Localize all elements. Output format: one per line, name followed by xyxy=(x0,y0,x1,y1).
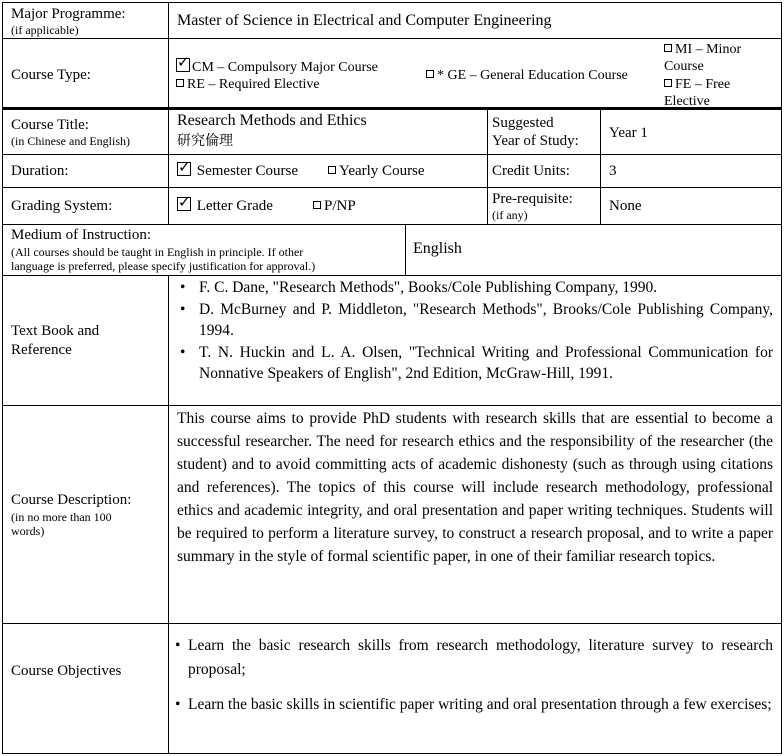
major-programme-sublabel: (if applicable) xyxy=(11,23,79,37)
reference-item: • D. McBurney and P. Middleton, "Research Methods", Brooks/Cole Publishing Company, 1994. xyxy=(180,300,773,339)
major-programme-value: Master of Science in Electrical and Computer Engineering xyxy=(177,12,552,29)
rule xyxy=(2,2,3,754)
course-title-sublabel: (in Chinese and English) xyxy=(11,134,130,148)
rule xyxy=(2,623,782,624)
rule xyxy=(2,405,782,406)
objectives-list xyxy=(172,634,773,717)
suggested-year-label: Suggested xyxy=(492,115,554,131)
reference-item: • T. N. Huckin and L. A. Olsen, "Technical Writing and Professional Communication for Nonnative Speakers of English", 2nd Edition, McGraw-Hill, 1991. xyxy=(180,343,773,382)
description-label: Course Description: xyxy=(11,492,132,508)
course-type-fe xyxy=(664,76,730,93)
medium-note: (All courses should be taught in English in principle. If other xyxy=(11,245,304,259)
reference-item: • F. C. Dane, "Research Methods", Books/Cole Publishing Company, 1990. xyxy=(180,279,658,296)
rule xyxy=(2,2,782,3)
course-type-re xyxy=(176,76,320,93)
objective-item: • Learn the basic skills in scientific paper writing and oral presentation through a few exercises; xyxy=(175,696,772,713)
description-sublabel: (in no more than 100 xyxy=(11,510,112,524)
prerequisite-label: Pre-requisite: xyxy=(492,191,573,207)
course-type-cm xyxy=(176,58,378,76)
semester-checkbox[interactable] xyxy=(177,162,191,176)
pnp-label: P/NP xyxy=(324,198,356,214)
description-sublabel-2: words) xyxy=(11,524,45,538)
semester-label: Semester Course xyxy=(196,163,298,179)
suggested-year-value: Year 1 xyxy=(609,125,648,141)
rule xyxy=(2,187,782,188)
rule xyxy=(2,275,782,276)
rule xyxy=(405,224,406,276)
medium-note-2: language is preferred, please specify justification for approval.) xyxy=(11,259,316,273)
rule xyxy=(2,154,782,155)
credit-units-value: 3 xyxy=(609,163,617,179)
credit-units-label: Credit Units: xyxy=(492,163,570,179)
description-text: This course aims to provide PhD students with research skills that are essential to become a successful researcher. The need for research ethics and the responsibility of the researcher (the student) and to avoid committing acts of academic dishonesty (such as through using citations and references). The topics of this course will include research methodology, professional ethics and academic integrity, and oral presentation and paper writing techniques. Students will be required to perform a literature survey, to construct a research proposal, and to write a paper summary in the style of formal scientific paper, in one of their familiar research topics. xyxy=(177,410,773,565)
grading-letter xyxy=(177,197,273,215)
rule xyxy=(2,38,782,39)
pnp-checkbox[interactable] xyxy=(313,201,321,209)
objective-item: • Learn the basic research skills from research methodology, literature survey to research proposal; xyxy=(175,637,773,678)
ge-checkbox[interactable] xyxy=(426,70,434,78)
cm-checkbox[interactable] xyxy=(176,58,190,72)
re-checkbox[interactable] xyxy=(176,79,184,87)
yearly-label: Yearly Course xyxy=(339,163,425,179)
rule xyxy=(600,109,601,225)
textbook-label: Text Book and xyxy=(11,323,100,339)
grading-label: Grading System: xyxy=(11,198,113,214)
cm-label: CM – Compulsory Major Course xyxy=(192,60,378,75)
course-type-ge xyxy=(426,67,628,84)
prerequisite-value: None xyxy=(609,198,642,214)
medium-label: Medium of Instruction: xyxy=(11,227,151,243)
reference-list xyxy=(177,277,773,385)
fe-checkbox[interactable] xyxy=(664,79,672,87)
textbook-label-2: Reference xyxy=(11,342,72,358)
grading-pnp xyxy=(313,197,356,215)
course-type-fe-2: Elective xyxy=(664,94,710,109)
rule xyxy=(2,224,782,225)
course-type-label: Course Type: xyxy=(11,67,91,83)
rule xyxy=(487,109,488,225)
rule xyxy=(2,753,782,754)
mi-label: MI – Minor xyxy=(675,42,742,57)
rule xyxy=(168,275,169,754)
duration-semester xyxy=(177,162,298,180)
duration-yearly xyxy=(328,162,425,180)
rule xyxy=(168,2,169,225)
objectives-label: Course Objectives xyxy=(11,663,122,679)
letter-grade-checkbox[interactable] xyxy=(177,197,191,211)
course-title-chinese: 研究倫理 xyxy=(177,133,233,149)
mi-checkbox[interactable] xyxy=(664,44,672,52)
prerequisite-sublabel: (if any) xyxy=(492,208,528,222)
re-label: RE – Required Elective xyxy=(187,77,320,92)
medium-value: English xyxy=(413,240,462,257)
rule xyxy=(781,2,782,754)
course-title-english: Research Methods and Ethics xyxy=(177,112,367,129)
course-type-mi xyxy=(664,41,741,58)
course-type-mi-2: Course xyxy=(664,59,704,74)
letter-grade-label: Letter Grade xyxy=(196,198,273,214)
duration-label: Duration: xyxy=(11,163,69,179)
yearly-checkbox[interactable] xyxy=(328,166,336,174)
major-programme-label: Major Programme: xyxy=(11,6,126,22)
ge-label: * GE – General Education Course xyxy=(437,68,628,83)
fe-label: FE – Free xyxy=(675,77,731,92)
course-title-label: Course Title: xyxy=(11,117,89,133)
suggested-year-label-2: Year of Study: xyxy=(492,133,579,149)
